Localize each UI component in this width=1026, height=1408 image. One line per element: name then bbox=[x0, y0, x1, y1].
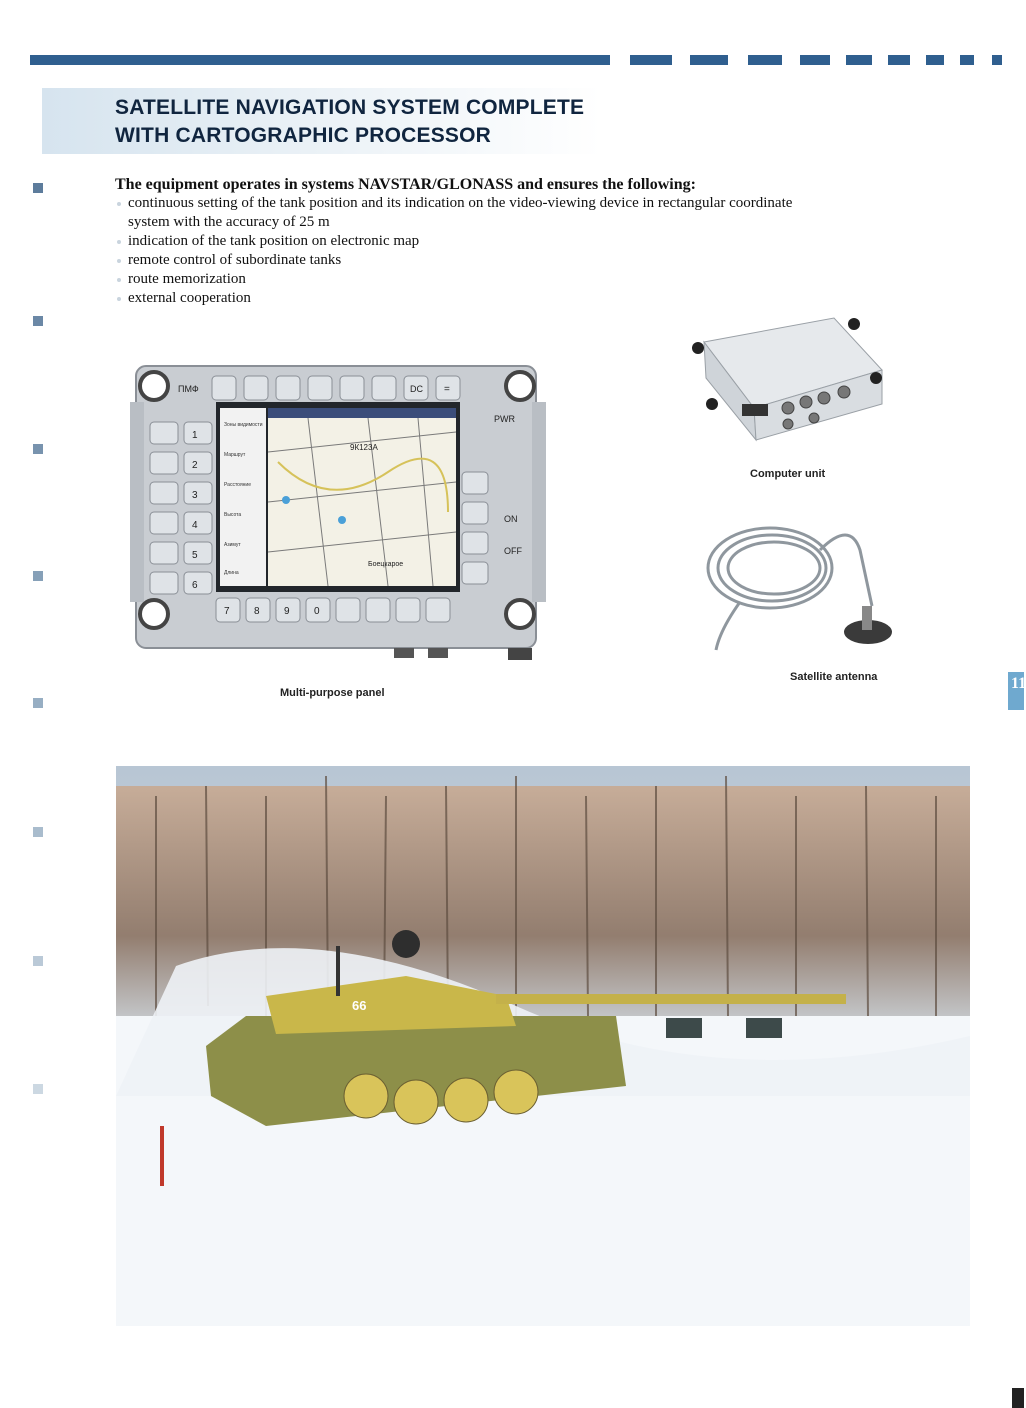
key-label: 3 bbox=[192, 490, 198, 501]
dc-label: DC bbox=[410, 384, 423, 394]
key-label: 7 bbox=[224, 606, 230, 617]
turret-number: 66 bbox=[352, 998, 367, 1013]
feature-list bbox=[117, 194, 797, 308]
key-label: 1 bbox=[192, 430, 198, 441]
top-dash bbox=[690, 55, 728, 65]
key-label: 5 bbox=[192, 550, 198, 561]
list-item: continuous setting of the tank position and its indication on the video-viewing device in rectangular coordinate system with the accuracy of 25 m bbox=[117, 194, 797, 232]
key-label: 8 bbox=[254, 606, 260, 617]
computer-caption: Computer unit bbox=[750, 468, 826, 480]
list-item: remote control of subordinate tanks bbox=[117, 251, 797, 270]
key-label: 6 bbox=[192, 580, 198, 591]
map-label: Боецкарое bbox=[368, 561, 404, 568]
menu-item: Азимут bbox=[224, 542, 241, 548]
list-item: route memorization bbox=[117, 270, 797, 289]
top-dash bbox=[630, 55, 672, 65]
margin-square bbox=[33, 571, 43, 581]
on-label: ON bbox=[504, 514, 518, 524]
satellite-antenna-image bbox=[700, 510, 895, 660]
antenna-caption: Satellite antenna bbox=[790, 671, 878, 683]
list-item: external cooperation bbox=[117, 289, 797, 308]
key-label: 0 bbox=[314, 606, 320, 617]
margin-square bbox=[33, 316, 43, 326]
panel-corner-label: ПМФ bbox=[178, 384, 199, 394]
eq-label: = bbox=[444, 384, 450, 395]
key-label: 9 bbox=[284, 606, 290, 617]
menu-item: Зоны видимости bbox=[224, 422, 263, 428]
title-line-1: SATELLITE NAVIGATION SYSTEM COMPLETE bbox=[115, 96, 585, 119]
margin-square bbox=[33, 698, 43, 708]
off-label: OFF bbox=[504, 546, 522, 556]
margin-square bbox=[33, 183, 43, 193]
margin-square bbox=[33, 1084, 43, 1094]
title-line-2: WITH CARTOGRAPHIC PROCESSOR bbox=[115, 124, 492, 147]
top-dash bbox=[888, 55, 910, 65]
menu-item: Маршрут bbox=[224, 452, 246, 458]
pwr-label: PWR bbox=[494, 414, 515, 424]
top-dash bbox=[926, 55, 944, 65]
intro-text: The equipment operates in systems NAVSTAR/GLONASS and ensures the following: bbox=[115, 176, 696, 193]
key-label: 4 bbox=[192, 520, 198, 531]
list-item: indication of the tank position on electronic map bbox=[117, 232, 797, 251]
menu-item: Длина bbox=[224, 570, 239, 576]
computer-unit-image bbox=[684, 312, 884, 452]
top-dash bbox=[960, 55, 974, 65]
page-number: 11 bbox=[1011, 675, 1026, 692]
menu-item: Расстояние bbox=[224, 482, 252, 488]
top-dash bbox=[748, 55, 782, 65]
multi-purpose-panel-image bbox=[128, 352, 548, 662]
tank-photo bbox=[116, 766, 970, 1326]
corner-mark bbox=[1012, 1388, 1024, 1408]
panel-caption: Multi-purpose panel bbox=[280, 687, 385, 699]
key-label: 2 bbox=[192, 460, 198, 471]
top-dash bbox=[846, 55, 872, 65]
top-rule bbox=[30, 55, 610, 65]
margin-square bbox=[33, 444, 43, 454]
top-dash bbox=[800, 55, 830, 65]
page-title bbox=[115, 94, 584, 150]
margin-square bbox=[33, 827, 43, 837]
map-label: 9К123А bbox=[350, 443, 378, 452]
top-dash bbox=[992, 55, 1002, 65]
menu-item: Высота bbox=[224, 512, 242, 518]
margin-square bbox=[33, 956, 43, 966]
